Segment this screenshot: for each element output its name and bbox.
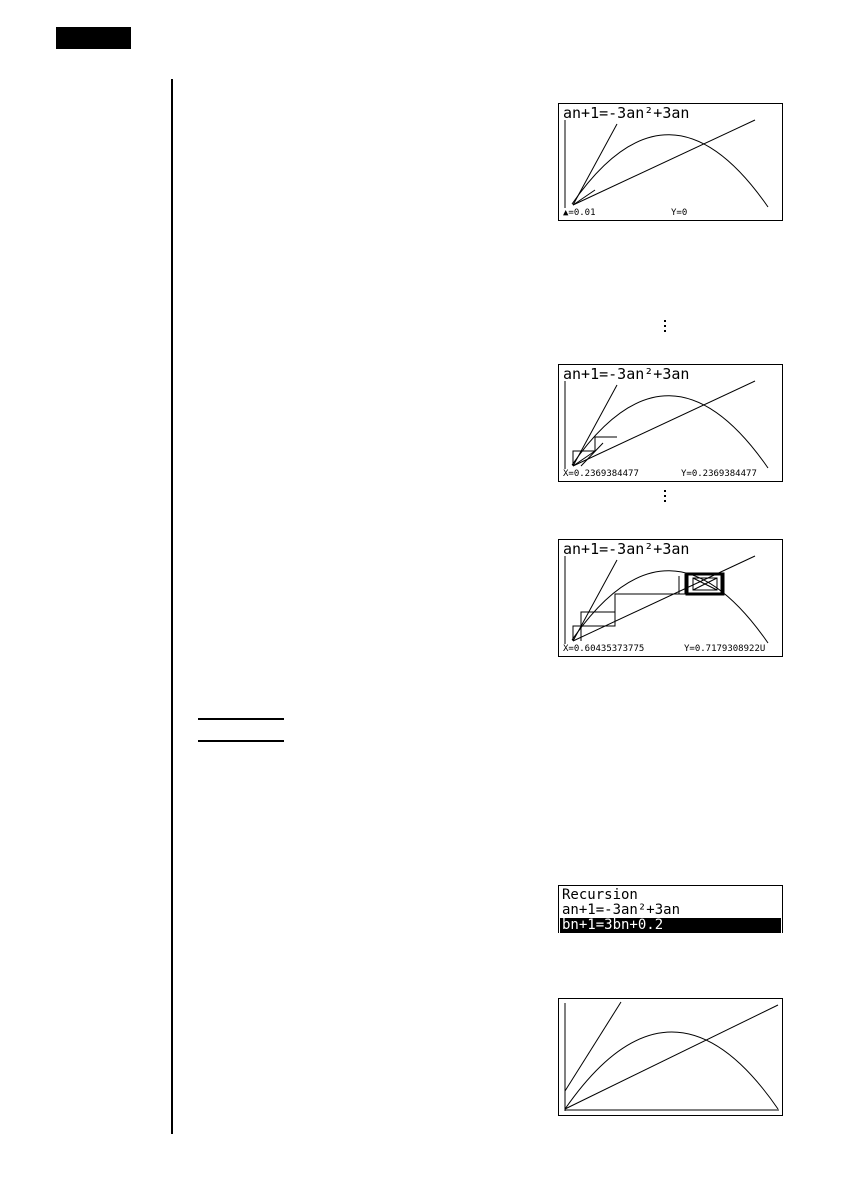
y-readout: Y=0.2369384477: [681, 469, 757, 479]
graph-plot-5: [559, 999, 783, 1116]
calculator-graph-screen-5: [558, 998, 783, 1116]
x-readout: ▲=0.01: [563, 208, 596, 218]
page-header-tab: [56, 27, 131, 49]
calculator-graph-screen-2: [558, 364, 783, 482]
note-rule-bottom: [198, 740, 284, 742]
x-readout: X=0.60435373775: [563, 644, 645, 654]
graph-title: an+1=-3an²+3an: [563, 365, 690, 383]
recursion-menu-title: Recursion: [562, 887, 638, 903]
graph-title: an+1=-3an²+3an: [563, 104, 690, 122]
recursion-line-b-selected[interactable]: bn+1=3bn+0.2: [560, 918, 781, 933]
x-readout: X=0.2369384477: [563, 469, 639, 479]
recursion-line-a[interactable]: an+1=-3an²+3an: [562, 902, 681, 918]
y-readout: Y=0: [671, 208, 688, 218]
calculator-graph-screen-1: [558, 103, 783, 221]
graph-title: an+1=-3an²+3an: [563, 540, 690, 558]
margin-rule: [171, 79, 173, 1134]
calculator-graph-screen-3: [558, 539, 783, 657]
note-rule-top: [198, 718, 284, 720]
y-readout: Y=0.7179308922U: [684, 644, 766, 654]
continuation-dots: [663, 490, 667, 504]
calculator-recursion-screen: [558, 885, 783, 933]
continuation-dots: [663, 320, 667, 334]
